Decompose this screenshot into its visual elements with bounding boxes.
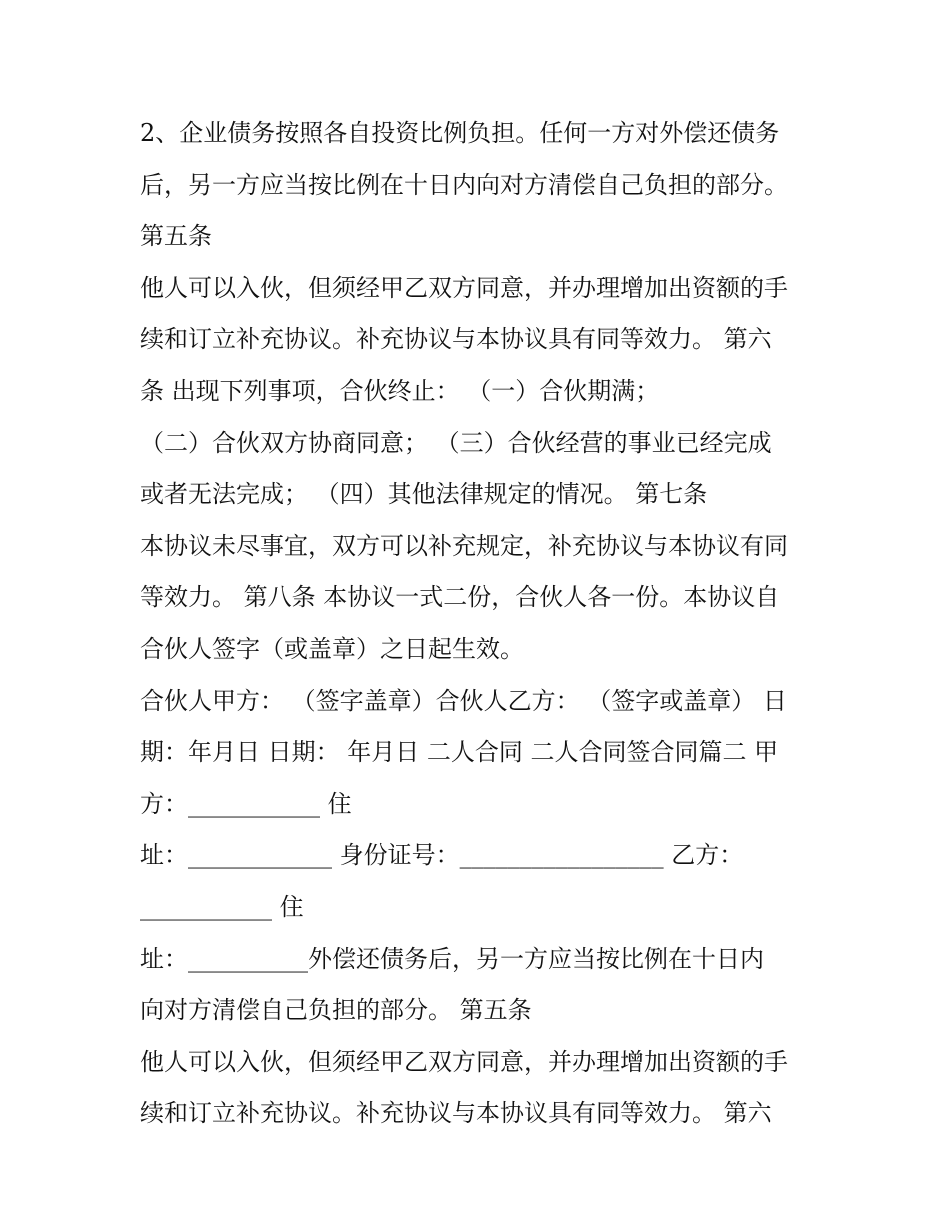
text-line: 址：__________外偿还债务后，另一方应当按比例在十日内	[140, 944, 764, 973]
document-body	[140, 108, 830, 1140]
text-line: 向对方清偿自己负担的部分。 第五条	[140, 996, 532, 1025]
text-line: 址：____________ 身份证号：_________________ 乙方：	[140, 841, 744, 870]
text-line: 他人可以入伙，但须经甲乙双方同意，并办理增加出资额的手	[140, 273, 788, 302]
text-line: 第五条	[140, 222, 212, 251]
text-line: 方：___________ 住	[140, 789, 352, 818]
text-line: （二）合伙双方协商同意； （三）合伙经营的事业已经完成	[140, 428, 772, 457]
text-line: 续和订立补充协议。补充协议与本协议具有同等效力。 第六	[140, 1099, 772, 1128]
text-line: 合伙人甲方： （签字盖章）合伙人乙方： （签字或盖章） 日	[140, 686, 787, 715]
text-line: 期：年月日 日期： 年月日 二人合同 二人合同签合同篇二 甲	[140, 738, 779, 767]
text-line: 条 出现下列事项，合伙终止： （一）合伙期满；	[140, 376, 660, 405]
text-line: 或者无法完成； （四）其他法律规定的情况。 第七条	[140, 480, 708, 509]
text-line: 2、企业债务按照各自投资比例负担。任何一方对外偿还债务	[140, 119, 780, 147]
text-line: 后，另一方应当按比例在十日内向对方清偿自己负担的部分。	[140, 170, 788, 199]
text-line: 续和订立补充协议。补充协议与本协议具有同等效力。 第六	[140, 325, 772, 354]
text-line: 本协议未尽事宜，双方可以补充规定，补充协议与本协议有同	[140, 531, 788, 560]
text-line: ___________ 住	[140, 892, 304, 921]
text-line: 等效力。 第八条 本协议一式二份，合伙人各一份。本协议自	[140, 583, 780, 612]
text-line: 他人可以入伙，但须经甲乙双方同意，并办理增加出资额的手	[140, 1047, 788, 1076]
text-line: 合伙人签字（或盖章）之日起生效。	[140, 634, 524, 663]
